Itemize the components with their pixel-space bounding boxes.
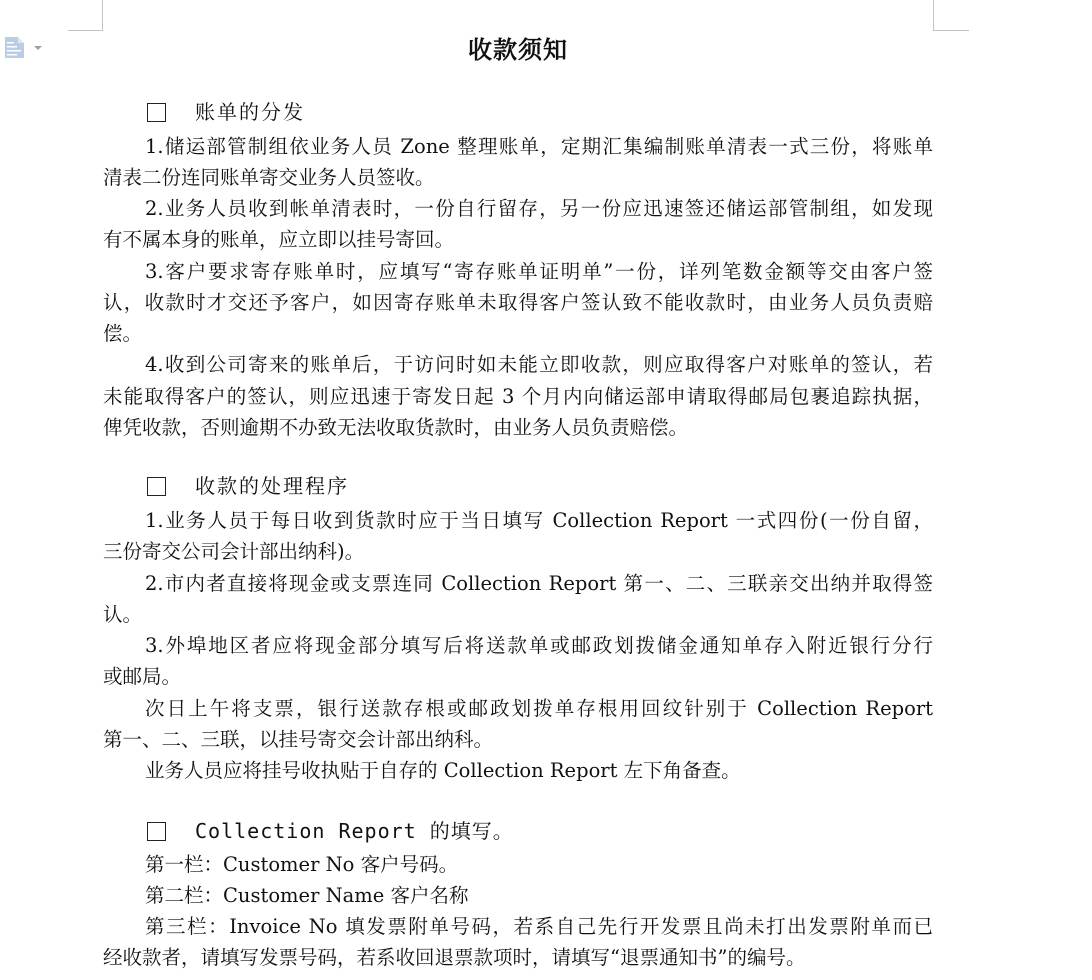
paragraph-line: 或邮局。 [103,665,182,688]
checkbox-icon[interactable] [147,477,166,496]
section-heading-label: Collection Report 的填写。 [195,819,514,843]
paragraph-line: 2.市内者直接将现金或支票连同 Collection Report 第一、二、三联亲交出纳并取得签 [145,572,933,595]
paragraph-line: 次日上午将支票，银行送款存根或邮政划拨单存根用回纹针别于 Collection Report [145,697,933,720]
paragraph-line: 业务人员应将挂号收执贴于自存的 Collection Report 左下角备查。 [145,759,741,782]
chevron-down-icon[interactable] [34,46,42,50]
paragraph-line: 俾凭收款，否则逾期不办致无法收取货款时，由业务人员负责赔偿。 [103,416,689,439]
paragraph-line: 3.客户要求寄存账单时，应填写“寄存账单证明单”一份，详列笔数金额等交由客户签 [145,260,933,283]
paragraph-line: 4.收到公司寄来的账单后，于访问时如未能立即收款，则应取得客户对账单的签认，若 [145,353,933,376]
page-corner-mark-top-left [68,0,103,31]
section-heading-label: 账单的分发 [195,100,305,124]
paragraph-line: 清表二份连同账单寄交业务人员签收。 [103,166,435,189]
checkbox-icon[interactable] [147,103,166,122]
paragraph-line: 偿。 [103,322,143,345]
section-heading-label: 收款的处理程序 [195,474,349,498]
paragraph-line: 1.储运部管制组依业务人员 Zone 整理账单，定期汇集编制账单清表一式三份，将账单 [145,135,933,158]
paragraph-line: 未能取得客户的签认，则应迅速于寄发日起 3 个月内向储运部申请取得邮局包裹追踪执据， [103,385,933,408]
paragraph-line: 2.业务人员收到帐单清表时，一份自行留存，另一份应迅速签还储运部管制组，如发现 [145,197,933,220]
paragraph-line: 3.外埠地区者应将现金部分填写后将送款单或邮政划拨储金通知单存入附近银行分行 [145,634,933,657]
paragraph-line: 三份寄交公司会计部出纳科)。 [103,540,365,563]
clipped-next-line [145,972,325,980]
paragraph-line: 认，收款时才交还予客户，如因寄存账单未取得客户签认致不能收款时，由业务人员负责赔 [103,291,933,314]
paragraph-line: 1.业务人员于每日收到货款时应于当日填写 Collection Report 一式四份(一份自留， [145,509,933,532]
paragraph-line: 第三栏：Invoice No 填发票附单号码，若系自己先行开发票且尚未打出发票附单而已 [145,915,933,938]
page-corner-mark-top-right [933,0,969,31]
paragraph-line: 经收款者，请填写发票号码，若系收回退票款项时，请填写“退票通知书”的编号。 [103,946,806,969]
paragraph-line: 第二栏：Customer Name 客户名称 [145,884,469,907]
paragraph-line: 第一、二、三联，以挂号寄交会计部出纳科。 [103,728,494,751]
paragraph-line: 认。 [103,603,143,626]
page-title: 收款须知 [468,36,568,64]
document-outline-icon[interactable] [5,37,24,58]
checkbox-icon[interactable] [147,822,166,841]
paragraph-line: 第一栏：Customer No 客户号码。 [145,853,459,876]
paragraph-line: 有不属本身的账单，应立即以挂号寄回。 [103,228,455,251]
